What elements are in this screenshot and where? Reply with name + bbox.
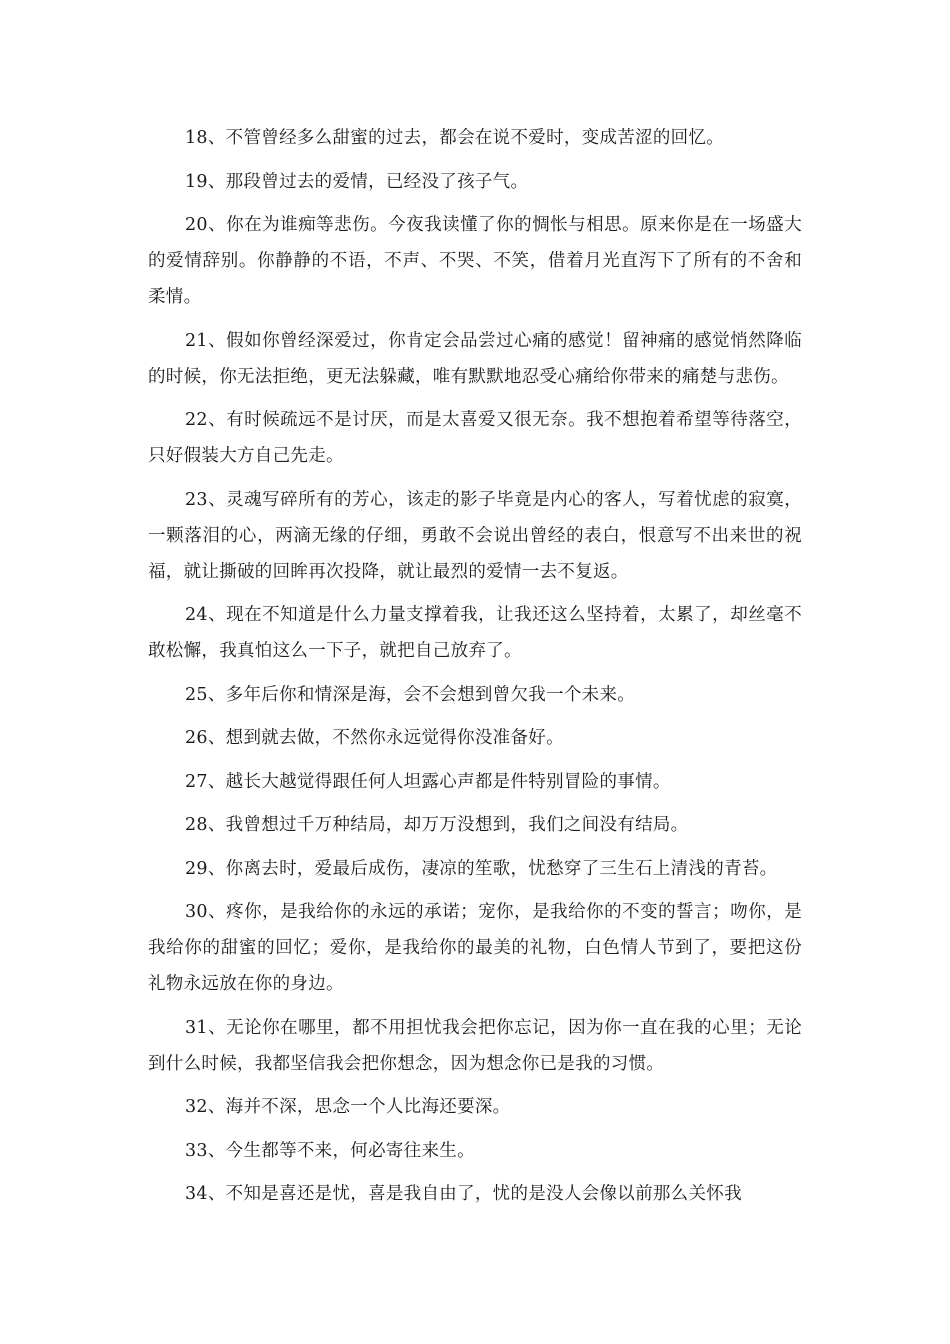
paragraph-23: 23、灵魂写碎所有的芳心，该走的影子毕竟是内心的客人，写着忧虑的寂寞，一颗落泪的心，两滴无缘的仔细，勇敢不会说出曾经的表白，恨意写不出来世的祝福，就让撕破的回眸再次投降，就让最烈的爱情一去不复返。 — [148, 489, 802, 582]
paragraph-33: 33、今生都等不来，何必寄往来生。 — [185, 1140, 475, 1161]
paragraph-31: 31、无论你在哪里，都不用担忧我会把你忘记，因为你一直在我的心里；无论到什么时候，我都坚信我会把你想念，因为想念你已是我的习惯。 — [148, 1017, 802, 1074]
paragraph-26: 26、想到就去做，不然你永远觉得你没准备好。 — [185, 728, 564, 748]
document-body — [148, 120, 802, 1220]
paragraph-24: 24、现在不知道是什么力量支撑着我，让我还这么坚持着，太累了，却丝毫不敢松懈，我真怕这么一下子，就把自己放弃了。 — [148, 605, 802, 661]
paragraph-30: 30、疼你，是我给你的永远的承诺；宠你，是我给你的不变的誓言；吻你，是我给你的甜蜜的回忆；爱你，是我给你的最美的礼物，白色情人节到了，要把这份礼物永远放在你的身边。 — [148, 902, 802, 994]
paragraph-21: 21、假如你曾经深爱过，你肯定会品尝过心痛的感觉！留神痛的感觉悄然降临的时候，你无法拒绝，更无法躲藏，唯有默默地忍受心痛给你带来的痛楚与悲伤。 — [148, 330, 802, 387]
paragraph-18: 18、不管曾经多么甜蜜的过去，都会在说不爱时，变成苦涩的回忆。 — [185, 128, 725, 148]
paragraph-22: 22、有时候疏远不是讨厌，而是太喜爱又很无奈。我不想抱着希望等待落空，只好假装大方自己先走。 — [148, 410, 802, 466]
paragraph-28: 28、我曾想过千万种结局，却万万没想到，我们之间没有结局。 — [185, 815, 689, 835]
paragraph-27: 27、越长大越觉得跟任何人坦露心声都是件特别冒险的事情。 — [185, 771, 671, 792]
paragraph-34: 34、不知是喜还是忧，喜是我自由了，忧的是没人会像以前那么关怀我 — [185, 1184, 742, 1204]
paragraph-19: 19、那段曾过去的爱情，已经没了孩子气。 — [185, 171, 529, 192]
paragraph-32: 32、海并不深，思念一个人比海还要深。 — [185, 1097, 511, 1117]
paragraph-25: 25、多年后你和情深是海，会不会想到曾欠我一个未来。 — [185, 684, 636, 705]
paragraph-29: 29、你离去时，爱最后成伤，凄凉的笙歌，忧愁穿了三生石上清浅的青苔。 — [185, 858, 778, 879]
paragraph-20: 20、你在为谁痴等悲伤。今夜我读懂了你的惆怅与相思。原来你是在一场盛大的爱情辞别。你静静的不语，不声、不哭、不笑，借着月光直泻下了所有的不舍和柔情。 — [148, 215, 802, 307]
